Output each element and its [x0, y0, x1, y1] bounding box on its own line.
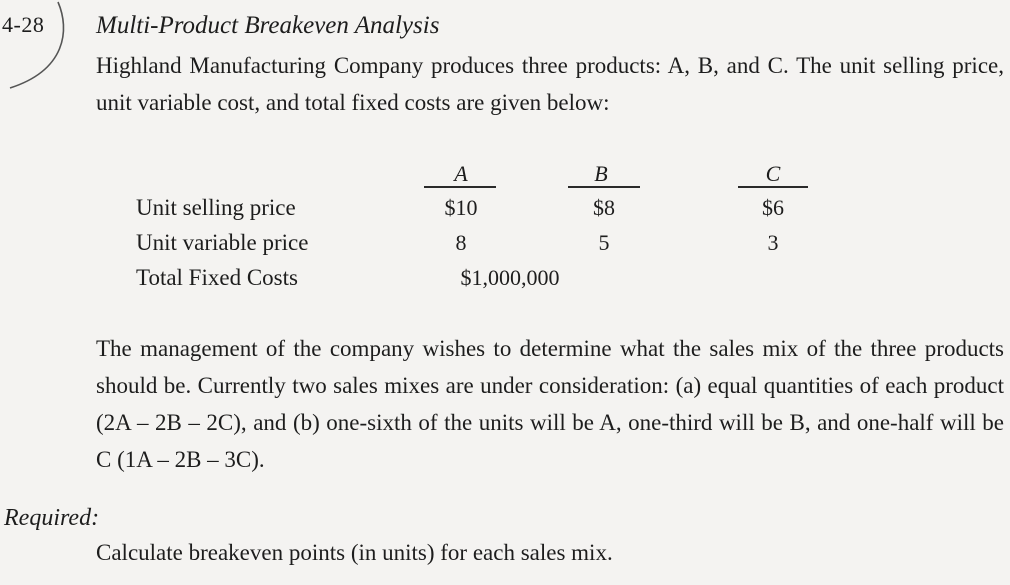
required-task: Calculate breakeven points (in units) for each sales mix. — [96, 540, 613, 565]
row-label-variable-price: Unit variable price — [136, 230, 309, 255]
problem-title: Multi-Product Breakeven Analysis — [96, 12, 440, 39]
cell-price-a: $10 — [444, 195, 478, 220]
column-header-rule — [568, 186, 640, 188]
column-header-c: C — [765, 161, 781, 186]
column-header-rule — [738, 186, 808, 188]
cell-variable-c: 3 — [767, 230, 779, 255]
cell-price-c: $6 — [762, 195, 784, 220]
row-label-selling-price: Unit selling price — [136, 195, 296, 220]
problem-number: 4-28 — [2, 12, 45, 37]
required-heading: Required: — [4, 505, 100, 531]
sales-mix-paragraph: The management of the company wishes to determine what the sales mix of the three products should be. Currently two sales mixes are under consideration: (a) equal quantities of each product (2A – 2B – 2C), and (b) one-sixth of the units will be A, one-third will be B, and one-half will be C (1A – 2B – 3C). — [96, 336, 1004, 472]
cell-variable-a: 8 — [455, 230, 467, 255]
cell-fixed-costs: $1,000,000 — [460, 265, 560, 290]
cell-price-b: $8 — [593, 195, 615, 220]
row-label-fixed-costs: Total Fixed Costs — [136, 265, 298, 290]
problem-intro: Highland Manufacturing Company produces three products: A, B, and C. The unit selling price, unit variable cost, and total fixed costs are given below: — [96, 53, 1004, 115]
cell-variable-b: 5 — [598, 230, 610, 255]
column-header-rule — [424, 186, 496, 188]
column-header-a: A — [454, 161, 468, 186]
column-header-b: B — [594, 161, 608, 186]
